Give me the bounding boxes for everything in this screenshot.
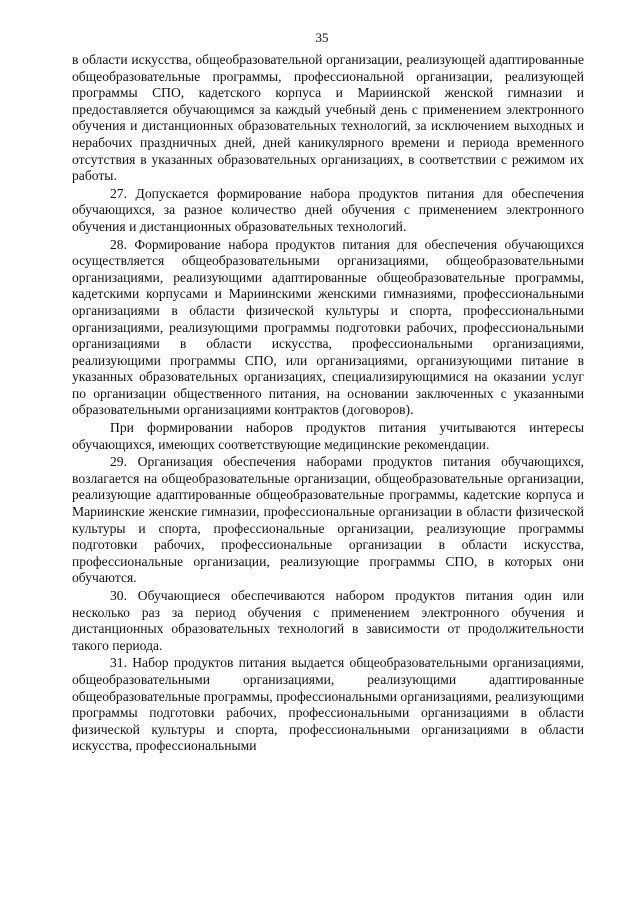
document-page: [72, 30, 584, 890]
paragraph-30: 30. Обучающиеся обеспечиваются набором продуктов питания один или несколько раз за период обучения с применением электронного обучения и дистанционных образовательных технологий в зависимости от продолжительности такого периода.: [72, 588, 584, 653]
page-number: 35: [315, 30, 329, 45]
paragraph-28-note: При формировании наборов продуктов питания учитываются интересы обучающихся, имеющих соответствующие медицинские рекомендации.: [72, 420, 584, 452]
paragraph-29: 29. Организация обеспечения наборами продуктов питания обучающихся, возлагается на общеобразовательные организации, общеобразовательные организации, реализующие адаптированные общеобразовательные программы, кадетские корпуса и Мариинские женские гимназии, профессиональные организации в области физической культуры и спорта, профессиональные организации, реализующие программы подготовки рабочих, профессиональные организации в области искусства, профессиональные организации, реализующие программы СПО, в которых они обучаются.: [72, 454, 584, 586]
paragraph-31: 31. Набор продуктов питания выдается общеобразовательными организациями, общеобразовательными организациями, реализующими адаптированные общеобразовательные программы, профессиональными организациями, реализующими программы подготовки рабочих, профессиональными организациями в области физической культуры и спорта, профессиональными организациями в области искусства, профессиональными: [72, 655, 584, 754]
paragraph-28: 28. Формирование набора продуктов питания для обеспечения обучающихся осуществляется общеобразовательными организациями, общеобразовательными организациями, реализующими адаптированные общеобразовательные программы, кадетскими корпусами и Мариинскими женскими гимназиями, профессиональными организациями в области физической культуры и спорта, профессиональными организациями, реализующими программы подготовки рабочих, профессиональными организациями в области искусства, профессиональными организациями, реализующими программы СПО, или организациями, организующими питание в указанных образовательных организациях, специализирующимися на оказании услуг по организации общественного питания, на основании заключенных с указанными образовательными организациями контрактов (договоров).: [72, 236, 584, 418]
paragraph-27: 27. Допускается формирование набора продуктов питания для обеспечения обучающихся, за разное количество дней обучения с применением электронного обучения и дистанционных образовательных технологий.: [72, 185, 584, 234]
paragraph-continuation: в области искусства, общеобразовательной организации, реализующей адаптированные общеобразовательные программы, профессиональной организации, реализующей программы СПО, кадетского корпуса и Мариинской женской гимназии и предоставляется обучающимся за каждый учебный день с применением электронного обучения и дистанционных образовательных технологий, за исключением выходных и нерабочих праздничных дней, дней каникулярного времени и периода временного отсутствия в указанных образовательных организациях, в соответствии с режимом их работы.: [72, 52, 584, 184]
